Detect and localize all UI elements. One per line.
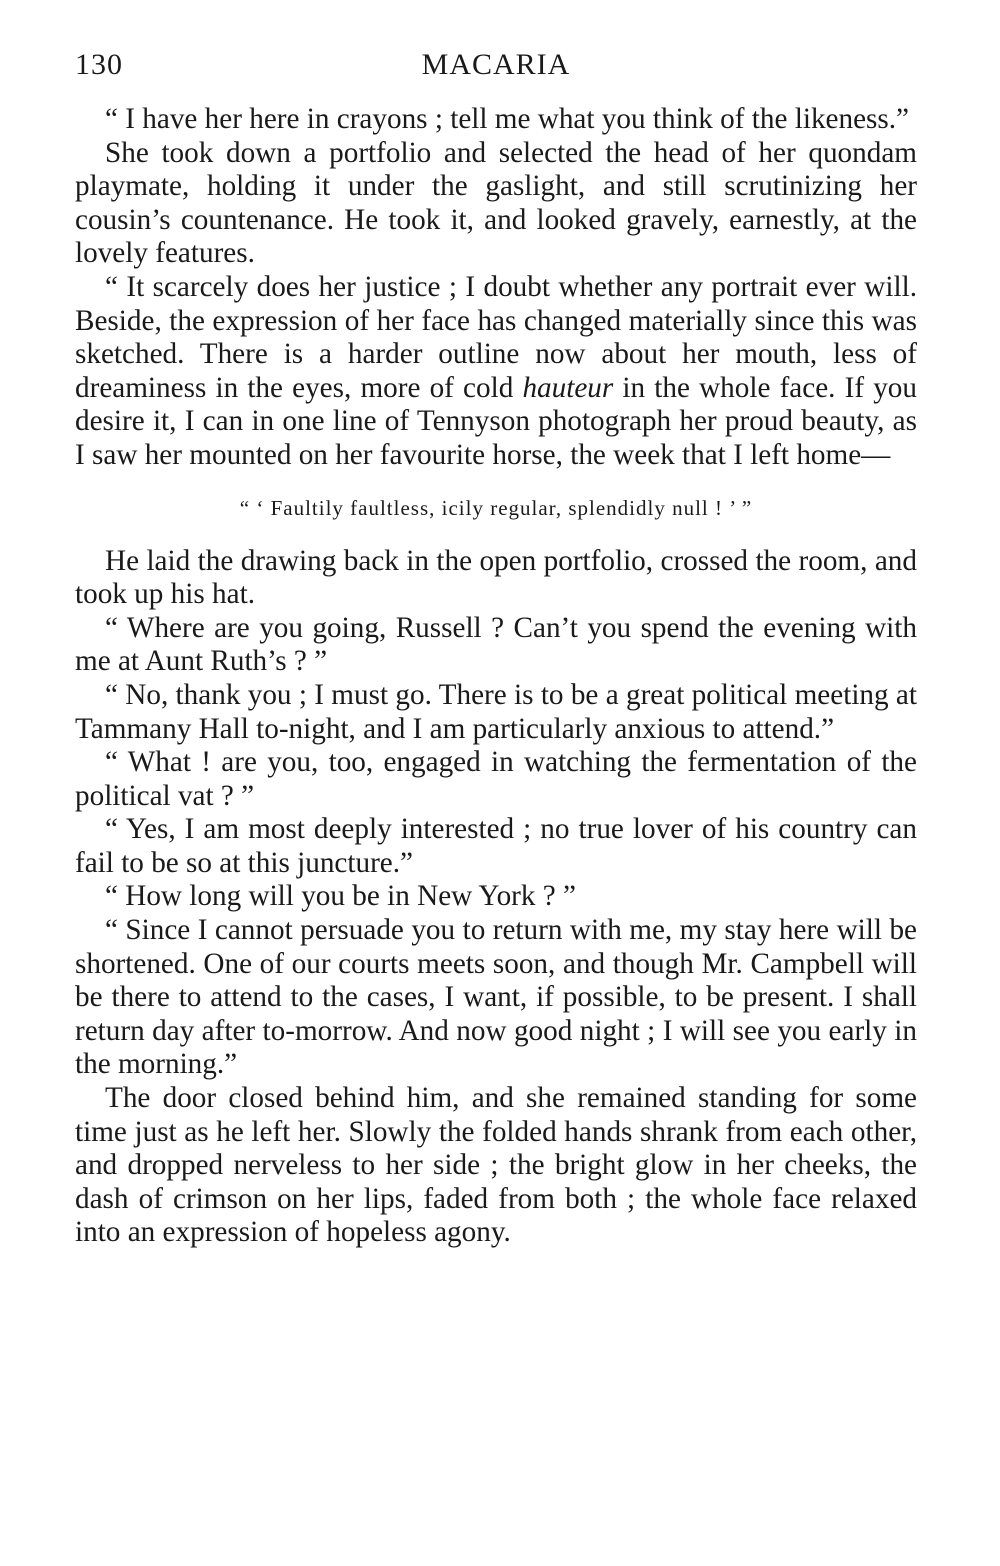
- paragraph: He laid the drawing back in the open portfolio, crossed the room, and took up his hat.: [75, 544, 917, 611]
- paragraph-text: in the whole face. If you desire it, I can in one line of Tennyson photograph her proud beauty, as I saw her mounted on her favourite horse, the week that I left home—: [75, 371, 917, 471]
- paragraph: The door closed behind him, and she remained standing for some time just as he left her. Slowly the folded hands shrank from each other, and dropped nerveless to her side ; the bright glow in her cheeks, the dash of crimson on her lips, faded from both ; the whole face relaxed into an expression of hopeless agony.: [75, 1082, 917, 1249]
- paragraph: “ No, thank you ; I must go. There is to be a great political meeting at Tammany Hall to-night, and I am particularly anxious to attend.”: [75, 678, 917, 745]
- paragraph: “ Where are you going, Russell ? Can’t you spend the evening with me at Aunt Ruth’s ? ”: [75, 611, 917, 678]
- page-header: [75, 48, 917, 88]
- tennyson-quote: “ ‘ Faultily faultless, icily regular, splendidly null ! ’ ”: [239, 495, 753, 520]
- paragraph: [75, 271, 917, 473]
- italic-word: hauteur: [522, 371, 614, 404]
- paragraph-text: “ It scarcely does her justice ; I doubt whether any portrait ever will. Beside, the expression of her face has changed materially since this was sketched. There is a harder outline now about her mouth, less of dreaminess in the eyes, more of cold: [75, 270, 917, 404]
- paragraph: “ Since I cannot persuade you to return with me, my stay here will be shortened. One of our courts meets soon, and though Mr. Campbell will be there to attend to the cases, I want, if possible, to be present. I shall return day after to-morrow. And now good night ; I will see you early in the morning.”: [75, 914, 917, 1081]
- running-title: MACARIA: [421, 48, 571, 81]
- paragraph: “ What ! are you, too, engaged in watching the fermentation of the political vat ? ”: [75, 746, 917, 812]
- paragraph: She took down a portfolio and selected the head of her quondam playmate, holding it under the gaslight, and still scrutinizing her cousin’s countenance. He took it, and looked gravely, earnestly, at the lovely features.: [75, 136, 917, 270]
- body-text: [75, 103, 917, 1250]
- page-number: 130: [75, 48, 123, 81]
- paragraph: “ Yes, I am most deeply interested ; no true lover of his country can fail to be so at this juncture.”: [75, 813, 917, 879]
- paragraph: “ How long will you be in New York ? ”: [105, 880, 577, 913]
- paragraph: “ I have her here in crayons ; tell me what you think of the likeness.”: [105, 103, 910, 135]
